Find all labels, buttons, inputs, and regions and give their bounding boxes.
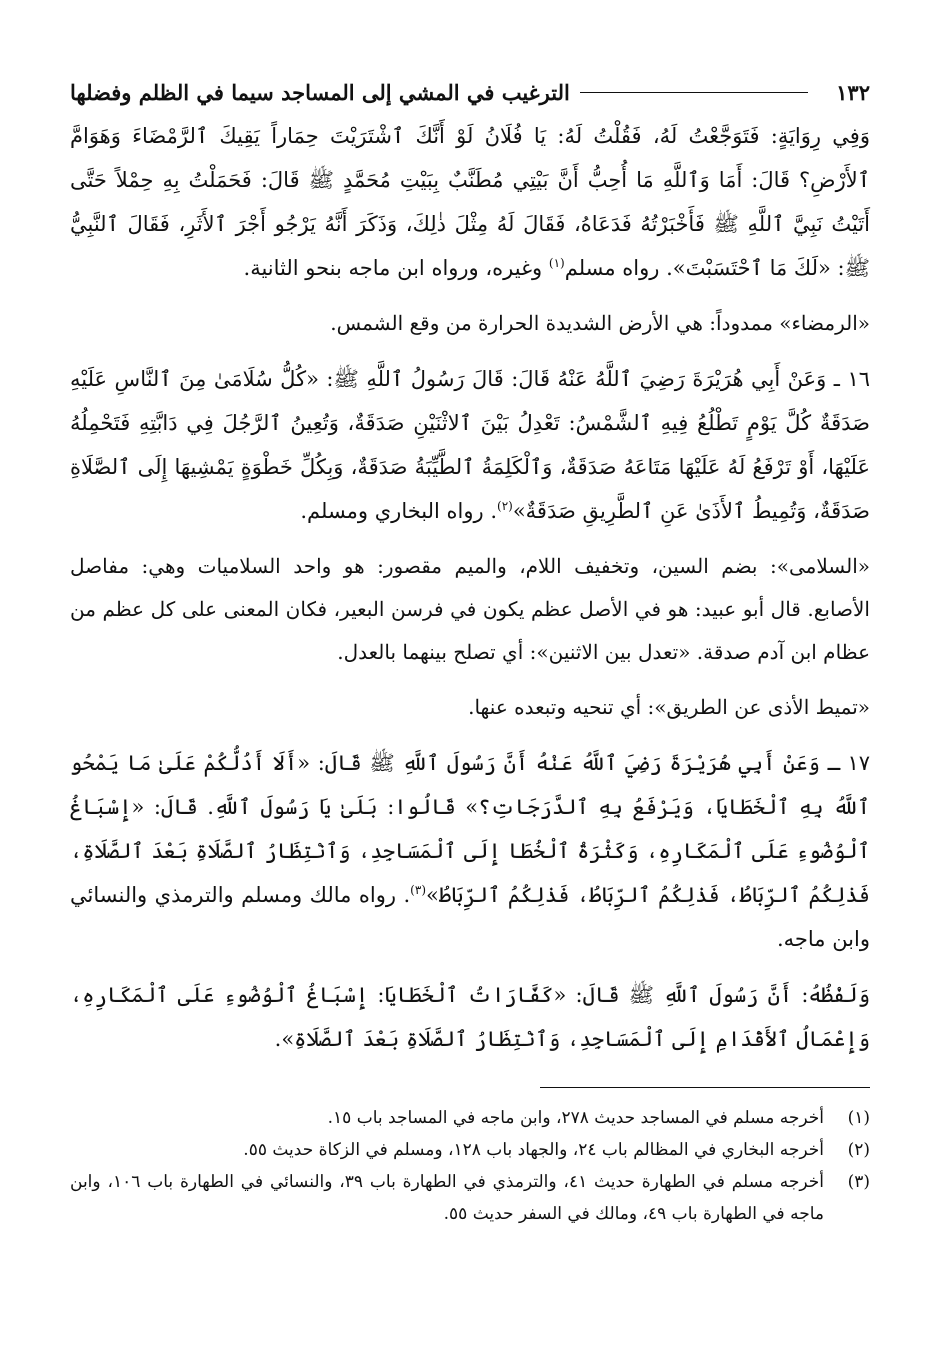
paragraph-sulama-gloss: «السلامى»: بضم السين، وتخفيف اللام، والميم مقصور: هو واحد السلاميات وهي: مفاصل الأصابع. قال أبو عبيد: هو في الأصل عظم يكون في فرسن البعير، فكان المعنى على كل عظم من عظام ابن آدم صدقة. «تعدل بين الاثنين»: أي تصلح بينهما بالعدل.	[70, 554, 870, 664]
running-header	[70, 70, 870, 114]
footnote-1	[70, 1102, 870, 1134]
header-rule	[580, 92, 808, 93]
paragraph-ramda-gloss: «الرمضاء» ممدوداً: هي الأرض الشديدة الحرارة من وقع الشمس.	[330, 311, 870, 335]
paragraph-text: . رواه مالك ومسلم والترمذي والنسائي وابن ماجه.	[70, 883, 870, 951]
paragraph-text: ١٦ ـ وَعَنْ أَبِي هُرَيْرَةَ رَضِيَ ٱللَّهُ عَنْهُ قَالَ: قَالَ رَسُولُ ٱللَّهِ ﷺ: «كُلُّ سُلَامَىٰ مِنَ ٱلنَّاسِ عَلَيْهِ صَدَقَةٌ كُلَّ يَوْمٍ تَطْلُعُ فِيهِ ٱلشَّمْسُ: تَعْدِلُ بَيْنَ ٱلاثْنَيْنِ صَدَقَةٌ، وَتُعِينُ ٱلرَّجُلَ فِي دَابَّتِهِ فَتَحْمِلُهُ عَلَيْهَا، أَوْ تَرْفَعُ لَهُ عَلَيْهَا مَتَاعَهُ صَدَقَةٌ، وَٱلْكَلِمَةُ ٱلطَّيِّبَةُ صَدَقَةٌ، وَبِكُلِّ خَطْوَةٍ يَمْشِيهَا إِلَى ٱلصَّلَاةِ صَدَقَةٌ، وَتُمِيطُ ٱلأَذَىٰ عَنِ ٱلطَّرِيقِ صَدَقَةٌ»	[70, 367, 870, 523]
paragraph-tamit-gloss: «تميط الأذى عن الطريق»: أي تنحيه وتبعده عنها.	[468, 695, 870, 719]
paragraph-text: . رواه البخاري ومسلم.	[300, 499, 497, 523]
paragraph-hadith-16	[70, 357, 870, 533]
footnote-marker: (٢)	[497, 499, 513, 513]
footnote-text: أخرجه مسلم في المساجد حديث ٢٧٨، وابن ماجه في المساجد باب ١٥.	[327, 1108, 824, 1128]
footnote-2	[70, 1134, 870, 1166]
footnote-number: (١)	[847, 1108, 870, 1128]
paragraph-hadith-17	[70, 741, 870, 961]
paragraph-riwaya	[70, 114, 870, 290]
paragraph-text: ١٧ ـ وَعَنْ أَبِي هُرَيْرَةَ رَضِيَ ٱللَّهُ عَنْهُ أَنَّ رَسُولَ ٱللَّهِ ﷺ قَالَ: «أَلَا أَدُلُّكُمْ عَلَىٰ مَا يَمْحُو ٱللَّهُ بِهِ ٱلْخَطَايَا، وَيَرْفَعُ بِهِ ٱلدَّرَجَاتِ؟» قَالُوا: بَلَىٰ يَا رَسُولَ ٱللَّهِ. قَالَ: «إِسْبَاغُ ٱلْوُضُوءِ عَلَى ٱلْمَكَارِهِ، وَكَثْرَةُ ٱلْخُطَا إِلَى ٱلْمَسَاجِدِ، وَٱنْتِظَارُ ٱلصَّلَاةِ بَعْدَ ٱلصَّلَاةِ، فَذٰلِكُمُ ٱلرِّبَاطُ، فَذٰلِكُمُ ٱلرِّبَاطُ، فَذٰلِكُمُ ٱلرِّبَاطُ»	[70, 751, 870, 907]
footnote-text: أخرجه مسلم في الطهارة حديث ٤١، والترمذي في الطهارة باب ٣٩، والنسائي في الطهارة باب ١٠٦، وابن ماجه في الطهارة باب ٤٩، ومالك في السفر حديث ٥٥.	[70, 1172, 825, 1224]
footnote-text: أخرجه البخاري في المظالم باب ٢٤، والجهاد باب ١٢٨، ومسلم في الزكاة حديث ٥٥.	[243, 1140, 824, 1160]
page-number: ١٣٢	[836, 79, 870, 105]
footnote-marker: (١)	[548, 256, 565, 270]
footnotes	[70, 1102, 870, 1230]
paragraph-lafzuhu: وَلَفْظُهُ: أَنَّ رَسُولَ ٱللَّهِ ﷺ قَالَ: «كَفَّارَاتُ ٱلْخَطَايَا: إِسْبَاغُ ٱلْوُضُوءِ عَلَى ٱلْمَكَارِهِ، وَإِعْمَالُ ٱلأَقْدَامِ إِلَى ٱلْمَسَاجِدِ، وَٱنْتِظَارُ ٱلصَّلَاةِ بَعْدَ ٱلصَّلَاةِ».	[70, 983, 870, 1051]
footnote-divider	[540, 1087, 870, 1088]
footnote-marker: (٣)	[410, 883, 426, 897]
book-page	[70, 70, 870, 1230]
footnote-3	[70, 1166, 870, 1230]
chapter-title: الترغيب في المشي إلى المساجد سيما في الظلم وفضلها	[70, 79, 570, 105]
paragraph-text: وَفِي رِوَايَةٍ: فَتَوَجَّعْتُ لَهُ، فَقُلْتُ لَهُ: يَا فُلَانُ لَوْ أَنَّكَ ٱشْتَرَيْتَ حِمَاراً يَقِيكَ ٱلرَّمْضَاءَ وَهَوَامَّ ٱلأَرْضِ؟ قَالَ: أَمَا وَٱللَّهِ مَا أُحِبُّ أَنَّ بَيْتِي مُطَنَّبٌ بِبَيْتِ مُحَمَّدٍ ﷺ قَالَ: فَحَمَلْتُ بِهِ حِمْلاً حَتَّى أَتَيْتُ نَبِيَّ ٱللَّهِ ﷺ فَأَخْبَرْتُهُ فَدَعَاهُ، فَقَالَ لَهُ مِثْلَ ذٰلِكَ، وَذَكَرَ أَنَّهُ يَرْجُو أَجْرَ ٱلأَثَرِ، فَقَالَ ٱلنَّبِيُّ ﷺ: «لَكَ مَا ٱحْتَسَبْتَ». رواه مسلم	[70, 124, 870, 280]
footnote-number: (٢)	[847, 1140, 870, 1160]
footnote-number: (٣)	[847, 1172, 870, 1192]
paragraph-text: وغيره، ورواه ابن ماجه بنحو الثانية.	[243, 256, 549, 280]
